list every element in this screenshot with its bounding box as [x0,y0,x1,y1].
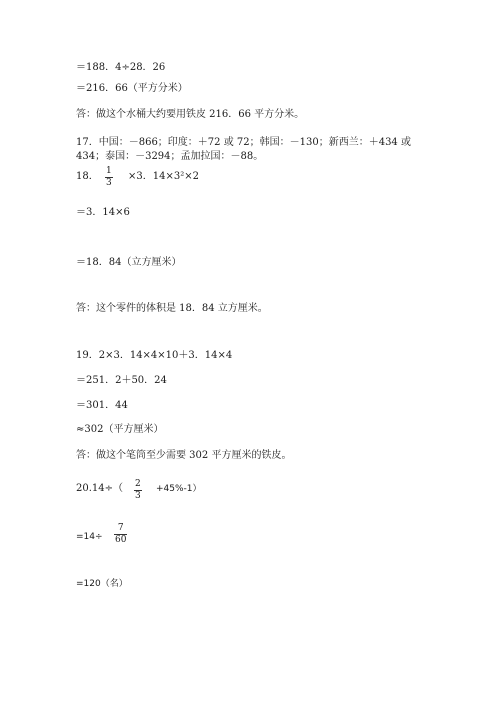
step-line-18-2: ＝18．84（立方厘米） [76,257,182,268]
answer-line-18: 答：这个零件的体积是 18．84 立方厘米。 [76,303,268,314]
fraction-numerator: 1 [106,166,112,176]
step-line-20-1: =14÷ [76,532,103,542]
problem-19-expression: 19．2×3．14×4×10＋3．14×4 [76,350,233,361]
step-line-19-3: ≈302（平方厘米） [76,424,164,435]
step-line-19-2: ＝301．44 [76,400,128,411]
fraction-denominator: 3 [106,178,112,188]
step-line-20-2: =120（名） [76,579,128,589]
problem-20-prefix: 20.14÷（ [76,483,124,494]
fraction-denominator: 3 [135,491,141,501]
fraction-seven-sixtieths [114,523,127,546]
step-line-2: ＝216．66（平方分米） [76,83,188,94]
problem-20-suffix: +45%-1） [156,484,202,494]
step-line-1: ＝188．4÷28．26 [76,62,166,73]
fraction-numerator: 7 [117,523,124,533]
answer-17: 17．中国：－866；印度：＋72 或 72；韩国：－130；新西兰：＋434 或 434；泰国：－3294；孟加拉国：－88。 [76,137,411,162]
answer-line-19: 答：做这个笔筒至少需要 302 平方厘米的铁皮。 [76,450,292,461]
step-line-19-1: ＝251．2＋50．24 [76,375,167,386]
problem-18-expression: ×3．14×3²×2 [128,171,199,182]
fraction-numerator: 2 [135,479,141,489]
step-line-18-1: ＝3．14×6 [76,207,130,218]
answer-line-16: 答：做这个水桶大约要用铁皮 216．66 平方分米。 [76,109,305,120]
fraction-denominator: 60 [115,535,127,545]
problem-18-label: 18． [76,171,99,182]
fraction-one-third [105,166,113,189]
fraction-two-thirds [134,479,142,502]
